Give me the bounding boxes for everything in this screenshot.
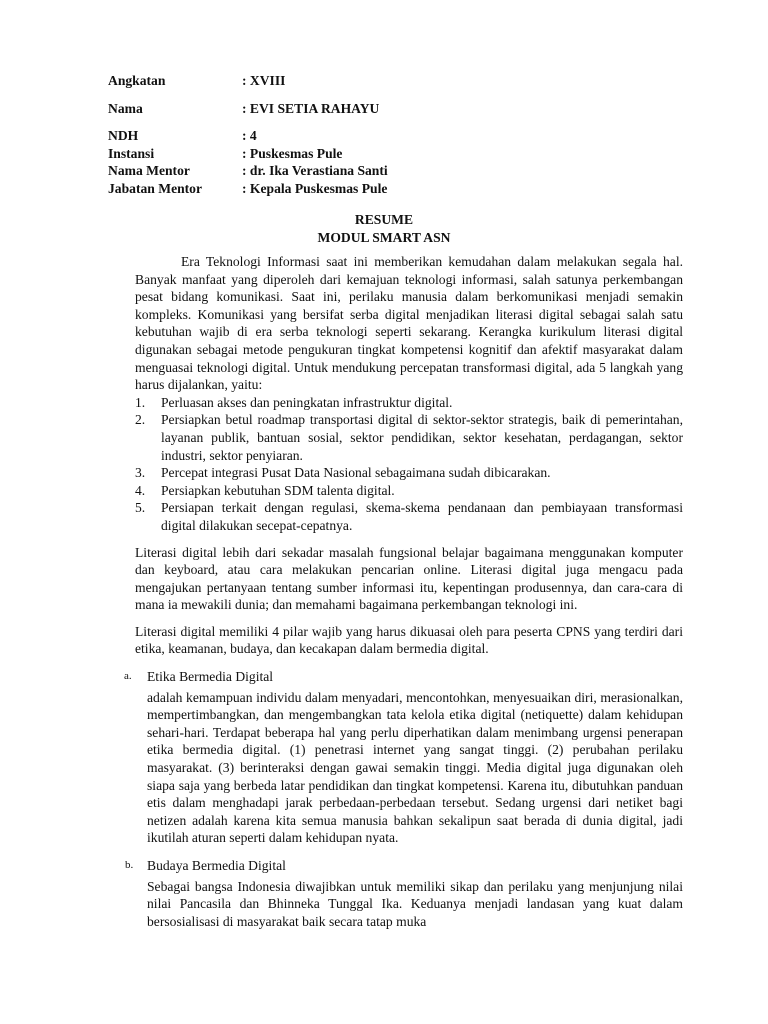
header-value: : EVI SETIA RAHAYU [242, 100, 380, 116]
header-row-instansi [108, 145, 528, 163]
header-label: Angkatan [108, 73, 166, 88]
header-value: : Puskesmas Pule [242, 145, 343, 161]
section-heading: Budaya Bermedia Digital [147, 858, 286, 873]
document-title: RESUME [354, 212, 414, 227]
list-text: Perluasan akses dan peningkatan infrastruktur digital. [161, 394, 453, 410]
list-number: 4. [135, 482, 146, 498]
header-label: Jabatan Mentor [108, 180, 203, 196]
pillars-paragraph: Literasi digital memiliki 4 pilar wajib yang harus dikuasai oleh para peserta CPNS yang terdiri dari etika, keamanan, budaya, dan kecakapan dalam bermedia digital. [135, 623, 683, 657]
list-item [135, 394, 683, 412]
header-row-jabatan-mentor [108, 180, 528, 198]
list-text: Persiapkan betul roadmap transportasi digital di sektor-sektor strategis, baik di pemerintahan, layanan publik, bantuan sosial, sektor pendidikan, sektor kesehatan, perdagangan, sektor industri, sektor penyiaran. [161, 412, 683, 463]
header-label: Instansi [108, 145, 155, 161]
header-label: Nama Mentor [108, 163, 190, 179]
section-text: adalah kemampuan individu dalam menyadari, mencontohkan, menyesuaikan diri, merasionalkan, mempertimbangkan, dan mengembangkan tata kelola etika digital (netiquette) dalam kehidupan sehari-hari. Terdapat beberapa hal yang perlu diperhatikan dalam menimbang urgensi penerapan etika bermedia digital. (1) penetrasi internet yang sangat tinggi. (2) perubahan perilaku masyarakat. (3) berinteraksi dengan gawai semakin tinggi. Media digital juga digunakan oleh siapa saja yang berbeda latar pendidikan dan tingkat kompetensi. Karena itu, dibutuhkan panduan etis dalam menghadapi jarak perbedaan-perbedaan tersebut. Sedang urgensi dari netiket bagi netizen adalah karena kita semua manusia bahkan sekalipun saat berada di dunia digital, jadi ikutilah aturan seperti dalam kehidupan nyata. [147, 689, 683, 846]
section-text: Sebagai bangsa Indonesia diwajibkan untuk memiliki sikap dan perilaku yang menjunjung nilai nilai Pancasila dan Bhinneka Tunggal Ika. Keduanya menjadi landasan yang kuat dalam bersosialisasi di masyarakat baik secara tatap muka [147, 878, 683, 929]
list-number: 5. [135, 500, 146, 516]
steps-list [135, 394, 683, 535]
section-etika [124, 668, 683, 847]
list-item [135, 482, 683, 500]
header-row-angkatan [108, 72, 528, 90]
header-label: NDH [108, 128, 139, 144]
section-marker: a. [124, 670, 132, 683]
header-row-nama [108, 100, 528, 118]
header-label: Nama [108, 100, 143, 116]
list-text: Persiapan terkait dengan regulasi, skema-skema pendanaan dan pembiayaan transformasi digital dilakukan secepat-cepatnya. [161, 500, 683, 533]
section-heading: Etika Bermedia Digital [147, 669, 274, 685]
document-body [124, 253, 683, 930]
header-value: : XVIII [242, 73, 286, 88]
document-subtitle: MODUL SMART ASN [317, 230, 451, 245]
section-marker: b. [125, 859, 134, 871]
literacy-paragraph: Literasi digital lebih dari sekadar masalah fungsional belajar bagaimana menggunakan komputer dan keyboard, atau cara melakukan pencarian online. Literasi digital juga mengacu pada mengajukan pertanyaan tentang sumber informasi itu, kepentingan produsennya, dan cara-cara di mana ia mewakili dunia; dan memahami bagaimana perkembangan teknologi ini. [135, 544, 683, 613]
header-value: : dr. Ika Verastiana Santi [242, 163, 388, 179]
list-number: 1. [135, 394, 146, 410]
list-item [135, 464, 683, 482]
list-text: Percepat integrasi Pusat Data Nasional sebagaimana sudah dibicarakan. [161, 465, 551, 481]
header-value: : 4 [242, 128, 257, 144]
list-item [135, 411, 683, 464]
header-row-ndh [108, 127, 528, 145]
list-number: 2. [135, 412, 146, 428]
header-value: : Kepala Puskesmas Pule [242, 180, 388, 196]
list-item [135, 499, 683, 534]
identity-header [108, 72, 528, 198]
list-number: 3. [135, 465, 146, 481]
section-budaya [125, 857, 683, 930]
list-text: Persiapkan kebutuhan SDM talenta digital. [161, 482, 395, 498]
header-row-nama-mentor [108, 162, 528, 180]
intro-paragraph: Era Teknologi Informasi saat ini memberikan kemudahan dalam melakukan segala hal. Banyak manfaat yang diperoleh dari kemajuan teknologi informasi, salah satunya perkembangan pesat bidang komunikasi. Saat ini, perilaku manusia dalam berkomunikasi menjadi semakin kompleks. Komunikasi yang bersifat serba digital menjadikan literasi digital sebagai salah satu kebutuhan wajib di era serba teknologi seperti sekarang. Kerangka kurikulum literasi digital digunakan sebagai metode pengukuran tingkat kompetensi kognitif dan afektif masyarakat dalam menguasai teknologi digital. Untuk mendukung percepatan transformasi digital, ada 5 langkah yang harus dijalankan, yaitu: [135, 254, 683, 393]
